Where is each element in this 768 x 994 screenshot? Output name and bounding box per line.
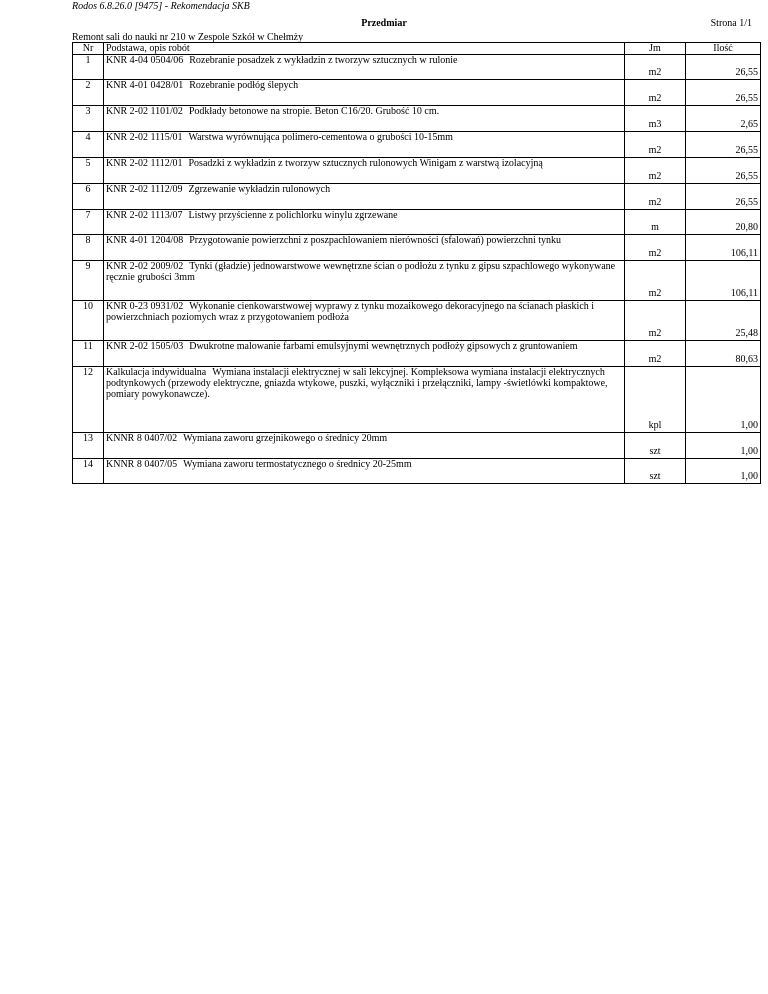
table-row <box>73 261 761 301</box>
row-quantity: 1,00 <box>686 459 761 484</box>
table-row <box>73 341 761 367</box>
row-description-cell <box>104 367 625 433</box>
row-code: Kalkulacja indywidualna <box>106 367 207 378</box>
row-quantity: 26,55 <box>686 158 761 184</box>
row-description: Tynki (gładzie) jednowarstwowe wewnętrzne ścian o podłożu z tynku z gipsu szpachlowego wykonywane ręcznie grubości 3mm <box>106 261 616 283</box>
row-description-cell <box>104 433 625 459</box>
row-code: KNR 2-02 2009/02 <box>106 261 184 272</box>
row-quantity: 1,00 <box>686 367 761 433</box>
row-description: Zgrzewanie wykładzin rulonowych <box>188 184 331 195</box>
row-quantity: 26,55 <box>686 80 761 106</box>
row-number: 8 <box>73 235 104 261</box>
row-unit: m2 <box>625 184 686 210</box>
row-unit: m <box>625 210 686 235</box>
row-quantity: 1,00 <box>686 433 761 459</box>
row-description: Dwukrotne malowanie farbami emulsyjnymi wewnętrznych podłoży gipsowych z gruntowaniem <box>189 341 578 352</box>
row-description: Podkłady betonowe na stropie. Beton C16/20. Grubość 10 cm. <box>188 106 440 117</box>
row-code: KNR 4-04 0504/06 <box>106 55 184 66</box>
table-row <box>73 106 761 132</box>
row-description-cell <box>104 132 625 158</box>
row-description: Wymiana zaworu termostatycznego o średnicy 20-25mm <box>183 459 412 470</box>
table-row <box>73 210 761 235</box>
row-number: 14 <box>73 459 104 484</box>
row-description: Wykonanie cienkowarstwowej wyprawy z tynku mozaikowego dekoracyjnego na ścianach płaskich i powierzchniach poziomych wraz z przygotowaniem podłoża <box>106 301 595 323</box>
row-description-cell <box>104 55 625 80</box>
row-quantity: 20,80 <box>686 210 761 235</box>
row-code: KNR 2-02 1112/09 <box>106 184 183 195</box>
row-description: Warstwa wyrównująca polimero-cementowa o grubości 10-15mm <box>188 132 453 143</box>
row-number: 9 <box>73 261 104 301</box>
row-description-cell <box>104 184 625 210</box>
row-description-cell <box>104 301 625 341</box>
row-description-cell <box>104 158 625 184</box>
row-description-cell <box>104 106 625 132</box>
row-code: KNR 2-02 1505/03 <box>106 341 184 352</box>
col-header-jm: Jm <box>625 43 686 55</box>
row-description-cell <box>104 341 625 367</box>
row-description-cell <box>104 261 625 301</box>
row-code: KNR 0-23 0931/02 <box>106 301 184 312</box>
row-unit: m3 <box>625 106 686 132</box>
row-description: Wymiana instalacji elektrycznej w sali lekcyjnej. Kompleksowa wymiana instalacji elektrycznych podtynkowych (przewody elektryczne, gniazda wtykowe, puszki, wyłączniki i przełączniki, lampy -świetlówki kompaktowe, pomiary powykonawcze). <box>106 367 608 400</box>
row-number: 10 <box>73 301 104 341</box>
page-number: Strona 1/1 <box>710 18 752 29</box>
table-row <box>73 132 761 158</box>
row-description-cell <box>104 210 625 235</box>
row-number: 7 <box>73 210 104 235</box>
row-description-cell <box>104 235 625 261</box>
table-header <box>73 43 761 55</box>
col-header-desc: Podstawa, opis robót <box>104 43 625 55</box>
row-number: 11 <box>73 341 104 367</box>
row-description-cell <box>104 459 625 484</box>
table-row <box>73 459 761 484</box>
row-quantity: 2,65 <box>686 106 761 132</box>
table-row <box>73 184 761 210</box>
table-row <box>73 433 761 459</box>
row-description: Rozebranie posadzek z wykładzin z tworzyw sztucznych w rulonie <box>189 55 458 66</box>
row-quantity: 80,63 <box>686 341 761 367</box>
row-unit: szt <box>625 433 686 459</box>
row-unit: m2 <box>625 132 686 158</box>
row-code: KNR 2-02 1113/07 <box>106 210 183 221</box>
row-number: 4 <box>73 132 104 158</box>
row-unit: szt <box>625 459 686 484</box>
row-number: 12 <box>73 367 104 433</box>
document-subtitle: Remont sali do nauki nr 210 w Zespole Szkół w Chełmży <box>72 32 304 43</box>
row-unit: m2 <box>625 341 686 367</box>
row-quantity: 26,55 <box>686 55 761 80</box>
row-quantity: 25,48 <box>686 301 761 341</box>
row-unit: m2 <box>625 158 686 184</box>
row-quantity: 26,55 <box>686 132 761 158</box>
row-number: 13 <box>73 433 104 459</box>
row-code: KNR 2-02 1101/02 <box>106 106 183 117</box>
row-description-cell <box>104 80 625 106</box>
row-unit: m2 <box>625 80 686 106</box>
row-number: 3 <box>73 106 104 132</box>
col-header-nr: Nr <box>73 43 104 55</box>
row-description: Przygotowanie powierzchni z poszpachlowaniem nierówności (sfalowań) powierzchni tynku <box>189 235 562 246</box>
row-unit: m2 <box>625 261 686 301</box>
row-code: KNNR 8 0407/05 <box>106 459 178 470</box>
row-quantity: 106,11 <box>686 235 761 261</box>
row-unit: kpl <box>625 367 686 433</box>
document-title: Przedmiar <box>361 18 407 29</box>
table-body <box>73 55 761 484</box>
table-row <box>73 235 761 261</box>
app-header: Rodos 6.8.26.0 [9475] - Rekomendacja SKB <box>72 1 250 12</box>
row-description: Rozebranie podłóg ślepych <box>189 80 299 91</box>
row-description: Wymiana zaworu grzejnikowego o średnicy 20mm <box>183 433 388 444</box>
row-quantity: 106,11 <box>686 261 761 301</box>
row-number: 1 <box>73 55 104 80</box>
row-quantity: 26,55 <box>686 184 761 210</box>
row-number: 2 <box>73 80 104 106</box>
row-unit: m2 <box>625 235 686 261</box>
row-unit: m2 <box>625 301 686 341</box>
table-row <box>73 55 761 80</box>
row-description: Posadzki z wykładzin z tworzyw sztucznych rulonowych Winigam z warstwą izolacyjną <box>188 158 543 169</box>
table-row <box>73 367 761 433</box>
bill-of-quantities-table <box>72 42 761 484</box>
row-number: 6 <box>73 184 104 210</box>
row-code: KNR 2-02 1115/01 <box>106 132 183 143</box>
table-row <box>73 158 761 184</box>
table-row <box>73 301 761 341</box>
col-header-qty: Ilość <box>686 43 761 55</box>
row-code: KNR 4-01 1204/08 <box>106 235 184 246</box>
row-code: KNR 4-01 0428/01 <box>106 80 184 91</box>
row-description: Listwy przyścienne z polichlorku winylu zgrzewane <box>188 210 398 221</box>
table-row <box>73 80 761 106</box>
row-code: KNR 2-02 1112/01 <box>106 158 183 169</box>
row-unit: m2 <box>625 55 686 80</box>
row-code: KNNR 8 0407/02 <box>106 433 178 444</box>
row-number: 5 <box>73 158 104 184</box>
